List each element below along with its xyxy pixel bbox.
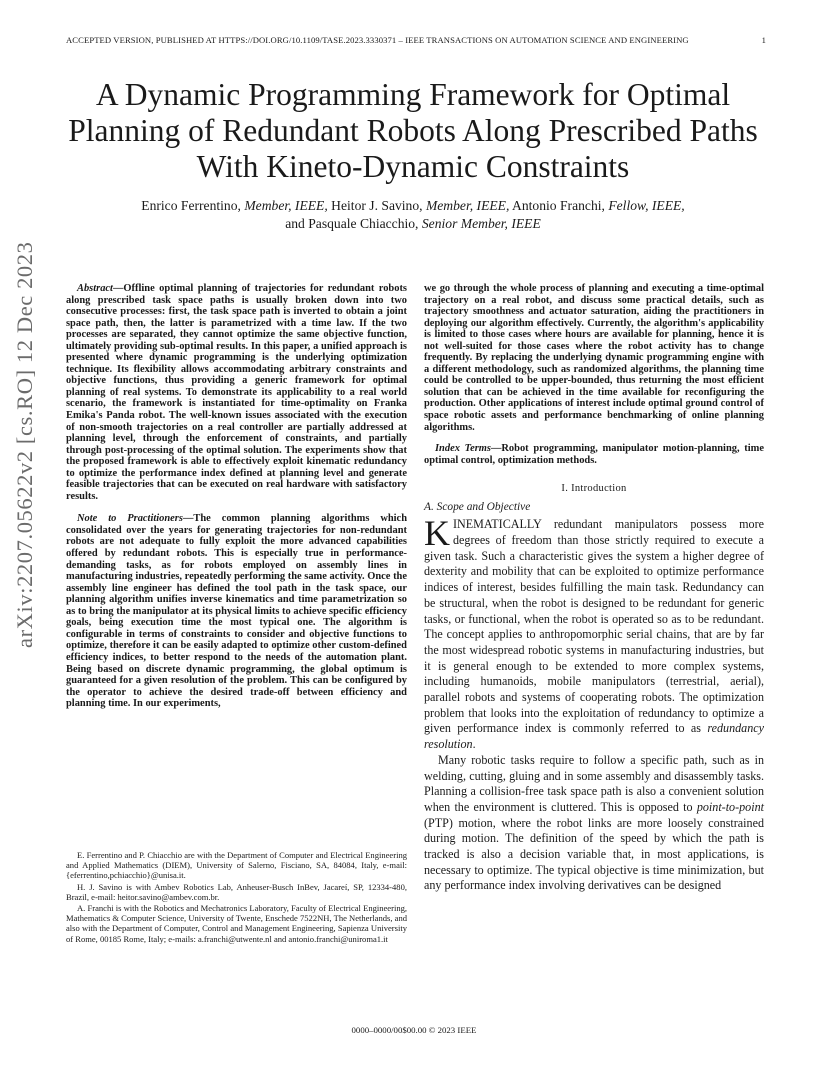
abstract	[66, 283, 407, 502]
author-role: Member, IEEE,	[425, 198, 510, 213]
index-terms-label: Index Terms	[435, 443, 491, 455]
index-terms	[424, 443, 764, 466]
paper-title: A Dynamic Programming Framework for Optimal Planning of Redundant Robots Along Prescribed Paths With Kineto-Dynamic Constraints	[68, 77, 758, 184]
author-name: and Pasquale Chiacchio,	[285, 216, 419, 231]
index-terms-text: —Robot programming, manipulator motion-planning, time optimal control, optimization methods.	[424, 443, 764, 466]
author-role: Member, IEEE,	[244, 198, 328, 213]
copyright-footer: 0000–0000/00$00.00 © 2023 IEEE	[351, 1025, 477, 1035]
drop-cap: K	[424, 513, 450, 554]
subsection-heading: A. Scope and Objective	[424, 500, 531, 513]
footnote: E. Ferrentino and P. Chiacchio are with the Department of Computer and Electrical Engineering and Applied Mathematics (DIEM), University of Salerno, Fisciano, SA, 84084, Italy, e-mail: {eferrentino,pchiacchio}@unisa.it.	[66, 850, 407, 881]
author-name: Antonio Franchi,	[512, 198, 605, 213]
right-column	[424, 283, 764, 894]
intro-paragraph-2: Many robotic tasks require to follow a specific path, such as in welding, cutting, gluing and in some assembly and disassembly tasks. Planning a collision-free task space path is also a convenient solution when the environment is cluttered. This is opposed to point-to-point (PTP) motion, where the robot links are more loosely constrained during motion. The definition of the speed by which the path is tracked is also a decision variable that, in most applications, is necessary to optimize. The typical objective is time minimization, but any performance index involving derivatives can be designed	[424, 752, 764, 893]
author-role: Fellow, IEEE,	[608, 198, 685, 213]
footnotes	[66, 850, 407, 945]
section-heading: I. Introduction	[561, 483, 627, 495]
note-to-practitioners	[66, 513, 407, 709]
footnote: A. Franchi is with the Robotics and Mechatronics Laboratory, Faculty of Electrical Engineering, Mathematics & Computer Science, University of Twente, Enschede 7522NH, The Netherlands, and also with the Department of Computer, Control and Management Engineering, Sapienza University of Rome, 00185 Rome, Italy; e-mails: a.franchi@utwente.nl and antonio.franchi@uniroma1.it	[66, 903, 407, 944]
intro-paragraph-1: KINEMATICALLY redundant manipulators possess more degrees of freedom than those strictly required to execute a given task. Such a characteristic gives the system a higher degree of dexterity and mobility that can be exploited to optimize performance indices of interest, besides fulfilling the main task. Redundancy can be structural, when the robot is designed to be redundant for generic tasks, or functional, when the robot is operated so as to be redundant. The concept applies to anthropomorphic serial chains, that are by far the most widespread robotic systems in manufacturing industries, but it is general enough to be extended to more complex systems, including humanoids, mobile manipulators (terrestrial, aerial), parallel robots and systems of cooperating robots. The optimization problem that looks into the exploitation of redundancy to optimize a given performance index is commonly referred to as redundancy resolution.	[424, 513, 764, 752]
left-column	[66, 283, 407, 710]
author-name: Heitor J. Savino,	[331, 198, 423, 213]
note-text-left: —The common planning algorithms which consolidated over the years for generating trajectories for non-redundant robots are not adequate to fully exploit the more advanced capabilities offered by redundant robots. This is especially true in performance-demanding tasks, as for robots employed on assembly lines in manufacturing industries, repeatedly performing the same activity. Once the assembly line engineer has defined the tool path in the task space, our planning algorithm unifies inverse kinematics and time parametrization so as to bring the manipulator at its physical limits to achieve specific efficiency goals, being execution time the most typical one. The algorithm is configurable in terms of constraints to consider and objective functions to optimize, therefore it can be easily adapted to optimize other custom-defined efficiency indices, to better respond to the needs of the automation plant. Being based on discrete dynamic programming, the global optimum is guaranteed for a given resolution of the problem. This can be configured by the operator to achieve the desired trade-off between efficiency and planning time. In our experiments,	[66, 513, 407, 710]
author-list	[60, 197, 766, 233]
author-name: Enrico Ferrentino,	[141, 198, 241, 213]
running-head-text: ACCEPTED VERSION, PUBLISHED AT HTTPS://DOI.ORG/10.1109/TASE.2023.3330371 – IEEE TRANSACTIONS ON AUTOMATION SCIENCE AND ENGINEERING	[66, 35, 689, 45]
abstract-label: Abstract	[77, 283, 113, 294]
author-role: Senior Member, IEEE	[421, 216, 541, 231]
running-header	[66, 35, 766, 45]
abstract-text: —Offline optimal planning of trajectories for redundant robots along prescribed task space paths is usually broken down into two consecutive processes: first, the task space path is inverted to obtain a joint space path, then, the latter is parametrized with a time law. If the two processes are separated, they cannot optimize the same objective function, ultimately providing sub-optimal results. In this paper, a unified approach is presented where dynamic programming is the underlying optimization technique. Its flexibility allows accommodating arbitrary constraints and objective functions, thus providing a generic framework for optimal planning of real systems. To demonstrate its applicability to a real world scenario, the framework is instantiated for time-optimality on Franka Emika's Panda robot. The well-known issues associated with the execution of non-smooth trajectories on a real controller are partially addressed at planning level, through the enforcement of constraints, and partially through post-processing of the optimal solution. The experiments show that the proposed framework is able to effectively exploit kinematic redundancy to optimize the performance index defined at planning level and generate feasible trajectories that can be executed on real hardware with satisfactory results.	[66, 283, 407, 502]
arxiv-stamp: arXiv:2207.05622v2 [cs.RO] 12 Dec 2023	[12, 241, 37, 648]
intro-body	[424, 513, 764, 894]
footnote: H. J. Savino is with Ambev Robotics Lab, Anheuser-Busch InBev, Jacareí, SP, 12334-480, Brazil, e-mail: heitor.savino@ambev.com.br.	[66, 881, 407, 902]
note-label: Note to Practitioners	[77, 513, 183, 525]
note-text-right: we go through the whole process of planning and executing a time-optimal trajectory on a real robot, and discuss some practical details, such as trajectory smoothness and actuator saturation, aiding the practitioners in deploying our algorithm effectively. Currently, the algorithm's applicability is limited to those cases where hours are available for planning, hence it is not well-suited for those cases where the robot activity has to change frequently. By replacing the underlying dynamic programming engine with a different methodology, such as randomized algorithms, the planning time could be controlled to be upper-bounded, thus returning the most efficient solution that can be achieved in the time available for reconfiguring the production. Other applications of interest include optimal ground control of space robotic assets and performance benchmarking of online planning algorithms.	[424, 283, 764, 433]
page-number: 1	[761, 35, 766, 45]
